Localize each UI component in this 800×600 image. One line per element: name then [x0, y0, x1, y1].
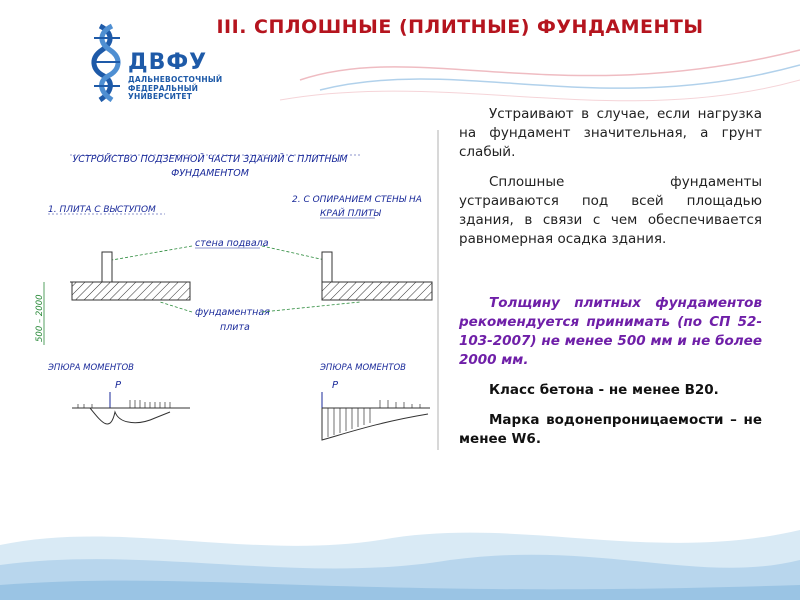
- column-divider: [437, 130, 439, 450]
- paragraph-water-resistance: Марка водонепроницаемости – не менее W6.: [459, 412, 762, 447]
- paragraph-concrete-class: Класс бетона - не менее В20.: [489, 382, 719, 398]
- moment-diagram-right-label: ЭПЮРА МОМЕНТОВ: [320, 363, 406, 373]
- moment-diagram-left-label: ЭПЮРА МОМЕНТОВ: [48, 363, 134, 373]
- case-2-label: КРАЙ ПЛИТЫ: [320, 209, 381, 219]
- diagram-heading: УСТРОЙСТВО ПОДЗЕМНОЙ ЧАСТИ ЗДАНИЙ С ПЛИТНЫМ: [72, 154, 348, 165]
- right-slab: [322, 282, 432, 300]
- logo-name: ДВФУ: [128, 50, 208, 75]
- load-right: P: [332, 380, 339, 391]
- load-left: P: [115, 380, 122, 391]
- paragraph-condition: Устраивают в случае, если нагрузка на фундамент значительная, а грунт слабый.: [459, 106, 762, 160]
- basement-wall-label: стена подвала: [195, 238, 269, 249]
- slide-title: III. СПЛОШНЫЕ (ПЛИТНЫЕ) ФУНДАМЕНТЫ: [216, 16, 704, 38]
- logo-sub-line: ДАЛЬНЕВОСТОЧНЫЙ: [128, 75, 223, 84]
- logo-subtitle: [128, 76, 222, 102]
- paragraph-description: Сплошные фундаменты устраиваются под всей площадью здания, в связи с чем обеспечивается равномерная осадка здания.: [459, 174, 762, 247]
- logo-sub-line: УНИВЕРСИТЕТ: [128, 92, 193, 101]
- slab-label: плита: [220, 322, 250, 333]
- foundation-diagram: [30, 150, 435, 450]
- case-1-label: 1. ПЛИТА С ВЫСТУПОМ: [48, 205, 156, 215]
- left-wall: [102, 252, 112, 282]
- left-slab: [72, 282, 190, 300]
- slab-label: фундаментная: [195, 307, 270, 318]
- thickness-label: 500 – 2000: [35, 294, 45, 342]
- case-2-label: 2. С ОПИРАНИЕМ СТЕНЫ НА: [292, 195, 422, 205]
- right-wall: [322, 252, 332, 282]
- logo-sub-line: ФЕДЕРАЛЬНЫЙ: [128, 83, 199, 93]
- diagram-heading: ФУНДАМЕНТОМ: [171, 168, 249, 179]
- paragraph-thickness: Толщину плитных фундаментов рекомендуется принимать (по СП 52-103-2007) не менее 500 мм и не более 2000 мм.: [459, 295, 762, 368]
- text-column: [459, 105, 762, 460]
